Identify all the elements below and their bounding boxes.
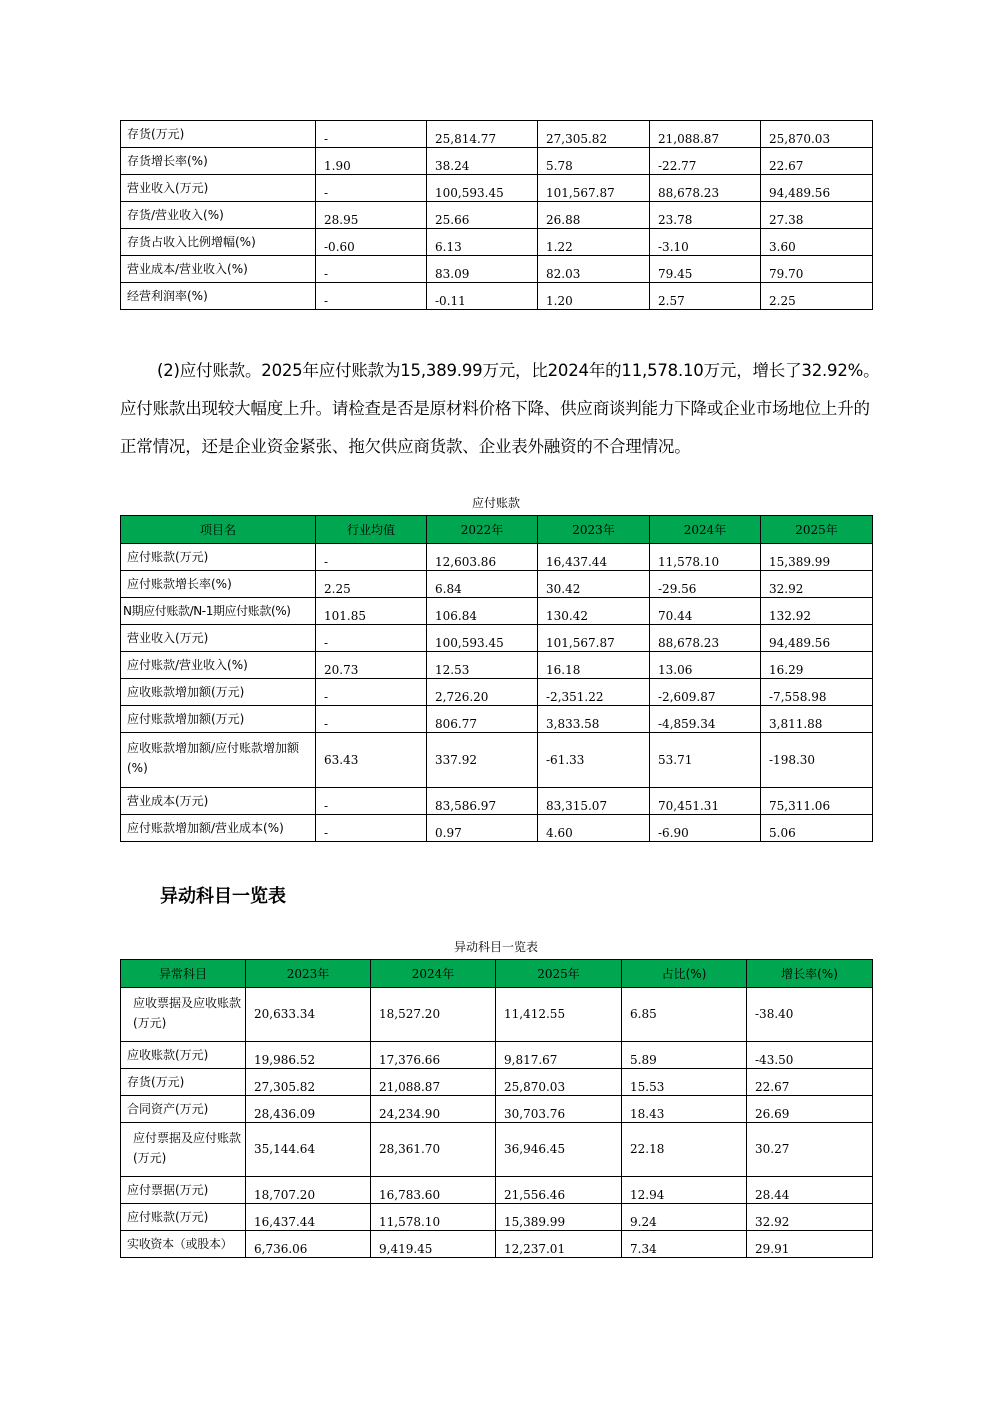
table-cell: 1.90 xyxy=(316,148,427,175)
table-cell: 6,736.06 xyxy=(246,1231,371,1258)
row-label xyxy=(121,988,246,1042)
table-cell: - xyxy=(316,256,427,283)
table-cell: 36,946.45 xyxy=(496,1123,622,1177)
table-cell: 16,437.44 xyxy=(538,544,650,571)
column-header: 增长率(%) xyxy=(747,960,873,988)
table-cell: 13.06 xyxy=(650,652,761,679)
row-label-text: 应付票据及应付账款(万元) xyxy=(133,1131,242,1165)
table-cell: 22.67 xyxy=(761,148,873,175)
analysis-paragraph: (2)应付账款。2025年应付账款为15,389.99万元，比2024年的11,578.10万元，增长了32.92%。应付账款出现较大幅度上升。请检查是否是原材料价格下降、供应商谈判能力下降或企业市场地位上升的正常情况，还是企业资金紧张、拖欠供应商货款、企业表外融资的不合理情况。 xyxy=(120,361,880,456)
column-header: 项目名 xyxy=(121,516,316,544)
table-cell: 25.66 xyxy=(427,202,538,229)
table-cell: 9,817.67 xyxy=(496,1042,622,1069)
table-row xyxy=(121,1069,873,1096)
row-label: 营业成本/营业收入(%) xyxy=(121,256,316,283)
table-row xyxy=(121,1042,873,1069)
table-row xyxy=(121,598,873,625)
row-label: 应收账款增加额(万元) xyxy=(121,679,316,706)
row-label: 营业收入(万元) xyxy=(121,625,316,652)
table-row xyxy=(121,202,873,229)
table-cell: - xyxy=(316,788,427,815)
table-cell: 106.84 xyxy=(427,598,538,625)
table-cell: -29.56 xyxy=(650,571,761,598)
table-cell: 15,389.99 xyxy=(761,544,873,571)
table-cell: 83.09 xyxy=(427,256,538,283)
table-cell: 0.97 xyxy=(427,815,538,842)
table-cell: 70.44 xyxy=(650,598,761,625)
row-label: 应付账款增加额(万元) xyxy=(121,706,316,733)
table-cell: 15.53 xyxy=(622,1069,747,1096)
table-cell: 21,088.87 xyxy=(650,121,761,148)
table-cell: -43.50 xyxy=(747,1042,873,1069)
table-cell: 3,811.88 xyxy=(761,706,873,733)
table-row xyxy=(121,571,873,598)
table-cell: -4,859.34 xyxy=(650,706,761,733)
table-cell: 83,586.97 xyxy=(427,788,538,815)
table-cell: 19,986.52 xyxy=(246,1042,371,1069)
table-caption: 异动科目一览表 xyxy=(453,940,538,954)
table-cell: 27,305.82 xyxy=(246,1069,371,1096)
row-label: 经营利润率(%) xyxy=(121,283,316,310)
table-cell: 21,088.87 xyxy=(371,1069,496,1096)
row-label: 应付账款增长率(%) xyxy=(121,571,316,598)
table-header-row xyxy=(121,960,873,988)
table-cell: 5.78 xyxy=(538,148,650,175)
abnormal-items-table xyxy=(120,959,873,1258)
table-cell: - xyxy=(316,706,427,733)
table-cell: 2,726.20 xyxy=(427,679,538,706)
column-header: 2024年 xyxy=(371,960,496,988)
table-cell: 25,870.03 xyxy=(761,121,873,148)
table-caption: 应付账款 xyxy=(471,496,520,510)
table-cell: -2,351.22 xyxy=(538,679,650,706)
column-header: 行业均值 xyxy=(316,516,427,544)
table-cell: 75,311.06 xyxy=(761,788,873,815)
table-cell: -6.90 xyxy=(650,815,761,842)
table-cell: 83,315.07 xyxy=(538,788,650,815)
table-cell: - xyxy=(316,175,427,202)
table-cell: 11,412.55 xyxy=(496,988,622,1042)
row-label: 存货/营业收入(%) xyxy=(121,202,316,229)
table-row xyxy=(121,679,873,706)
inventory-table xyxy=(120,120,873,310)
table-row xyxy=(121,283,873,310)
table-cell: 100,593.45 xyxy=(427,625,538,652)
table-cell: 63.43 xyxy=(316,733,427,788)
table-row xyxy=(121,706,873,733)
column-header: 异常科目 xyxy=(121,960,246,988)
column-header: 2023年 xyxy=(246,960,371,988)
table-cell: 28,436.09 xyxy=(246,1096,371,1123)
table-cell: 28.95 xyxy=(316,202,427,229)
table-cell: 23.78 xyxy=(650,202,761,229)
row-label: 合同资产(万元) xyxy=(121,1096,246,1123)
table-row xyxy=(121,733,873,788)
column-header: 2025年 xyxy=(761,516,873,544)
table-cell: 79.45 xyxy=(650,256,761,283)
table-cell: 20.73 xyxy=(316,652,427,679)
table-cell: 11,578.10 xyxy=(650,544,761,571)
table-row xyxy=(121,229,873,256)
table-cell: -198.30 xyxy=(761,733,873,788)
row-label: 营业收入(万元) xyxy=(121,175,316,202)
table-cell: -38.40 xyxy=(747,988,873,1042)
table-cell: 4.60 xyxy=(538,815,650,842)
table-cell: 35,144.64 xyxy=(246,1123,371,1177)
table-cell: 82.03 xyxy=(538,256,650,283)
table-cell: 16.29 xyxy=(761,652,873,679)
table-cell: 12,603.86 xyxy=(427,544,538,571)
table-cell: 32.92 xyxy=(761,571,873,598)
column-header: 2022年 xyxy=(427,516,538,544)
table-cell: 12.53 xyxy=(427,652,538,679)
table-cell: 30,703.76 xyxy=(496,1096,622,1123)
table-row xyxy=(121,988,873,1042)
column-header: 2024年 xyxy=(650,516,761,544)
table-row xyxy=(121,175,873,202)
row-label xyxy=(121,1123,246,1177)
table-cell: 88,678.23 xyxy=(650,175,761,202)
table-row xyxy=(121,256,873,283)
table-cell: 94,489.56 xyxy=(761,175,873,202)
table-cell: 132.92 xyxy=(761,598,873,625)
table-cell: 2.25 xyxy=(316,571,427,598)
table-row xyxy=(121,544,873,571)
row-label: N期应付账款/N-1期应付账款(%) xyxy=(121,598,316,625)
table-cell: 20,633.34 xyxy=(246,988,371,1042)
column-header: 2025年 xyxy=(496,960,622,988)
table-cell: 101.85 xyxy=(316,598,427,625)
table-cell: 94,489.56 xyxy=(761,625,873,652)
table-cell: 12,237.01 xyxy=(496,1231,622,1258)
table-cell: 28,361.70 xyxy=(371,1123,496,1177)
table-row xyxy=(121,121,873,148)
table-cell: 6.84 xyxy=(427,571,538,598)
table-cell: 11,578.10 xyxy=(371,1204,496,1231)
table-cell: 88,678.23 xyxy=(650,625,761,652)
table-cell: 22.67 xyxy=(747,1069,873,1096)
table-cell: 29.91 xyxy=(747,1231,873,1258)
table-cell: 2.57 xyxy=(650,283,761,310)
table-row xyxy=(121,815,873,842)
table-cell: -3.10 xyxy=(650,229,761,256)
table-cell: 22.18 xyxy=(622,1123,747,1177)
row-label: 应付票据(万元) xyxy=(121,1177,246,1204)
table-cell: - xyxy=(316,283,427,310)
table-cell: 27.38 xyxy=(761,202,873,229)
table-cell: 2.25 xyxy=(761,283,873,310)
table-cell: 6.13 xyxy=(427,229,538,256)
table-cell: 28.44 xyxy=(747,1177,873,1204)
row-label-text: 应收票据及应收账款(万元) xyxy=(133,996,242,1030)
table-cell: 25,814.77 xyxy=(427,121,538,148)
column-header: 2023年 xyxy=(538,516,650,544)
table-cell: 16,783.60 xyxy=(371,1177,496,1204)
table-cell: 5.89 xyxy=(622,1042,747,1069)
table-row xyxy=(121,625,873,652)
table-cell: 18.43 xyxy=(622,1096,747,1123)
table-cell: 18,527.20 xyxy=(371,988,496,1042)
table-row xyxy=(121,1204,873,1231)
table-cell: - xyxy=(316,815,427,842)
accounts-payable-table xyxy=(120,515,873,842)
row-label: 应付账款/营业收入(%) xyxy=(121,652,316,679)
table-cell: 9,419.45 xyxy=(371,1231,496,1258)
row-label: 应付账款(万元) xyxy=(121,1204,246,1231)
row-label: 应付账款(万元) xyxy=(121,544,316,571)
table-cell: 30.27 xyxy=(747,1123,873,1177)
row-label-text: 应收账款增加额/应付账款增加额(%) xyxy=(127,741,300,775)
table-row xyxy=(121,652,873,679)
table-cell: 26.88 xyxy=(538,202,650,229)
table-cell: 100,593.45 xyxy=(427,175,538,202)
table-cell: 101,567.87 xyxy=(538,175,650,202)
table-cell: 26.69 xyxy=(747,1096,873,1123)
row-label: 应付账款增加额/营业成本(%) xyxy=(121,815,316,842)
table-cell: - xyxy=(316,679,427,706)
table-cell: 21,556.46 xyxy=(496,1177,622,1204)
table-cell: 17,376.66 xyxy=(371,1042,496,1069)
table-cell: 9.24 xyxy=(622,1204,747,1231)
table-header-row xyxy=(121,516,873,544)
section-heading: 异动科目一览表 xyxy=(160,886,286,907)
table-cell: 130.42 xyxy=(538,598,650,625)
table-cell: 16,437.44 xyxy=(246,1204,371,1231)
table-cell: -7,558.98 xyxy=(761,679,873,706)
table-cell: -22.77 xyxy=(650,148,761,175)
table-cell: 27,305.82 xyxy=(538,121,650,148)
row-label: 存货(万元) xyxy=(121,1069,246,1096)
table-cell: 24,234.90 xyxy=(371,1096,496,1123)
table-cell: -61.33 xyxy=(538,733,650,788)
table-cell: 18,707.20 xyxy=(246,1177,371,1204)
table-row xyxy=(121,148,873,175)
row-label: 存货(万元) xyxy=(121,121,316,148)
table-cell: 12.94 xyxy=(622,1177,747,1204)
table-cell: 3,833.58 xyxy=(538,706,650,733)
table-row xyxy=(121,1177,873,1204)
table-cell: 25,870.03 xyxy=(496,1069,622,1096)
table-cell: 1.20 xyxy=(538,283,650,310)
table-cell: 1.22 xyxy=(538,229,650,256)
table-cell: 16.18 xyxy=(538,652,650,679)
table-cell: -0.60 xyxy=(316,229,427,256)
table-cell: - xyxy=(316,121,427,148)
row-label: 营业成本(万元) xyxy=(121,788,316,815)
table-cell: 79.70 xyxy=(761,256,873,283)
table-cell: 7.34 xyxy=(622,1231,747,1258)
row-label: 存货增长率(%) xyxy=(121,148,316,175)
table-cell: 38.24 xyxy=(427,148,538,175)
table-cell: 70,451.31 xyxy=(650,788,761,815)
row-label: 存货占收入比例增幅(%) xyxy=(121,229,316,256)
table-row xyxy=(121,788,873,815)
table-cell: 6.85 xyxy=(622,988,747,1042)
table-cell: 5.06 xyxy=(761,815,873,842)
table-cell: 30.42 xyxy=(538,571,650,598)
table-cell: 53.71 xyxy=(650,733,761,788)
table-cell: - xyxy=(316,544,427,571)
table-cell: 3.60 xyxy=(761,229,873,256)
row-label: 实收资本（或股本） xyxy=(121,1231,246,1258)
table-cell: 101,567.87 xyxy=(538,625,650,652)
table-cell: - xyxy=(316,625,427,652)
table-cell: 806.77 xyxy=(427,706,538,733)
table-cell: -0.11 xyxy=(427,283,538,310)
table-cell: 15,389.99 xyxy=(496,1204,622,1231)
row-label xyxy=(121,733,316,788)
column-header: 占比(%) xyxy=(622,960,747,988)
row-label: 应收账款(万元) xyxy=(121,1042,246,1069)
table-cell: -2,609.87 xyxy=(650,679,761,706)
table-cell: 32.92 xyxy=(747,1204,873,1231)
table-cell: 337.92 xyxy=(427,733,538,788)
table-row xyxy=(121,1096,873,1123)
table-row xyxy=(121,1231,873,1258)
table-row xyxy=(121,1123,873,1177)
